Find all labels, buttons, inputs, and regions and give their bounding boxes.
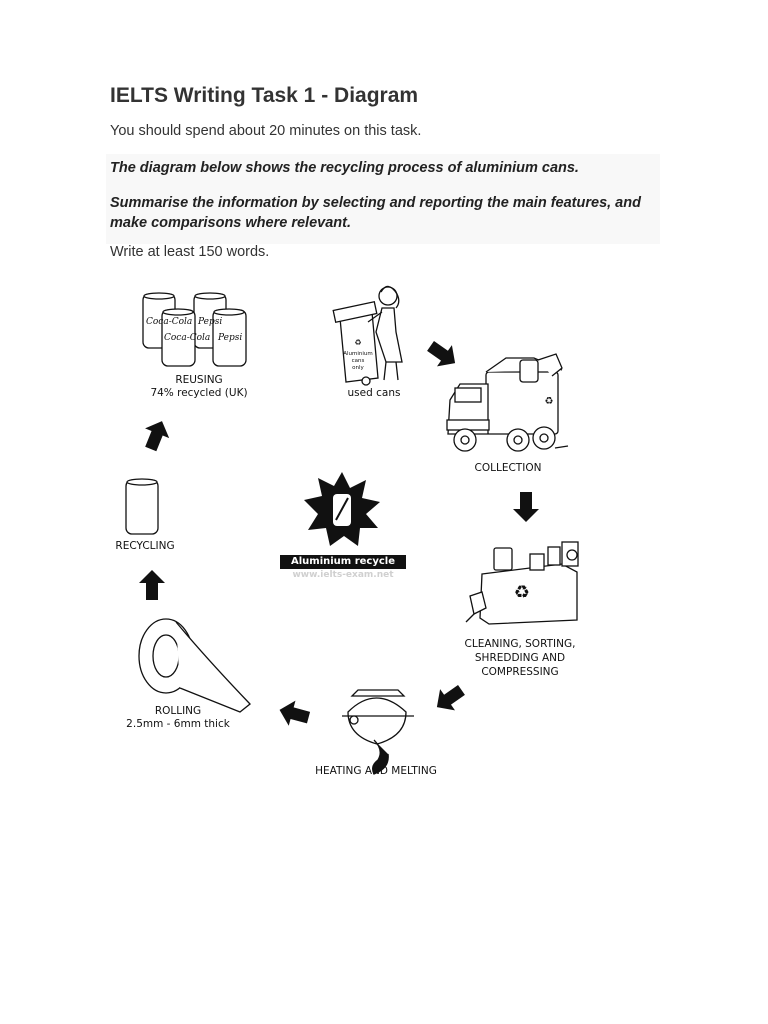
label-used-cans: used cans xyxy=(347,387,401,399)
task-prompt-line-1: The diagram below shows the recycling process of aluminium cans. xyxy=(110,160,579,176)
aluminium-star-badge-icon xyxy=(304,472,380,546)
word-count-instruction: Write at least 150 words. xyxy=(110,244,270,260)
label-recycling: RECYCLING xyxy=(115,540,175,552)
recycle-symbol-icon: ♻ xyxy=(354,338,362,347)
arrow-to-cleaning-icon xyxy=(513,492,539,522)
label-cleaning-1: CLEANING, SORTING, xyxy=(464,638,576,650)
arrow-to-heating-icon xyxy=(429,679,468,718)
brand-pepsi-b: Pepsi xyxy=(218,333,243,343)
task-prompt-line-2b: make comparisons where relevant. xyxy=(110,215,351,231)
arrow-to-recycling-icon xyxy=(139,570,165,600)
time-instruction: You should spend about 20 minutes on this task. xyxy=(110,123,422,139)
label-cleaning-2: SHREDDING AND xyxy=(474,652,566,664)
recycling-bin-person-icon xyxy=(333,286,402,385)
drink-cans-icon xyxy=(143,293,246,366)
task-prompt-line-2a: Summarise the information by selecting and reporting the main features, and xyxy=(110,195,641,211)
label-reusing-detail: 74% recycled (UK) xyxy=(150,387,248,399)
brand-pepsi-a: Pepsi xyxy=(198,317,223,327)
label-rolling-detail: 2.5mm - 6mm thick xyxy=(126,718,230,730)
truck-recycle-symbol-icon: ♻ xyxy=(544,396,554,407)
arrow-to-reusing-icon xyxy=(139,416,174,454)
single-can-icon xyxy=(126,479,158,534)
aluminium-recycle-label: Aluminium recycle xyxy=(280,555,406,569)
watermark: www.ielts-exam.net xyxy=(292,570,394,580)
label-cleaning-3: COMPRESSING xyxy=(481,666,559,678)
brand-coca-cola-b: Coca-Cola xyxy=(164,333,211,343)
label-reusing: REUSING xyxy=(175,374,223,386)
arrow-to-collection-icon xyxy=(423,335,462,374)
label-rolling: ROLLING xyxy=(154,705,202,717)
brand-coca-cola-a: Coca-Cola xyxy=(146,317,193,327)
bin-text-1: Aluminium xyxy=(343,351,373,357)
arrow-to-rolling-icon xyxy=(276,697,312,730)
crucible-icon xyxy=(342,690,414,774)
page-title: IELTS Writing Task 1 - Diagram xyxy=(110,84,419,107)
aluminium-roll-icon xyxy=(139,619,250,712)
bin-text-2: cans xyxy=(351,358,365,364)
bin-text-3: only xyxy=(352,365,364,371)
machine-recycle-symbol-icon: ♻ xyxy=(513,582,531,602)
label-collection: COLLECTION xyxy=(474,462,542,474)
label-heating: HEATING AND MELTING xyxy=(315,765,437,777)
